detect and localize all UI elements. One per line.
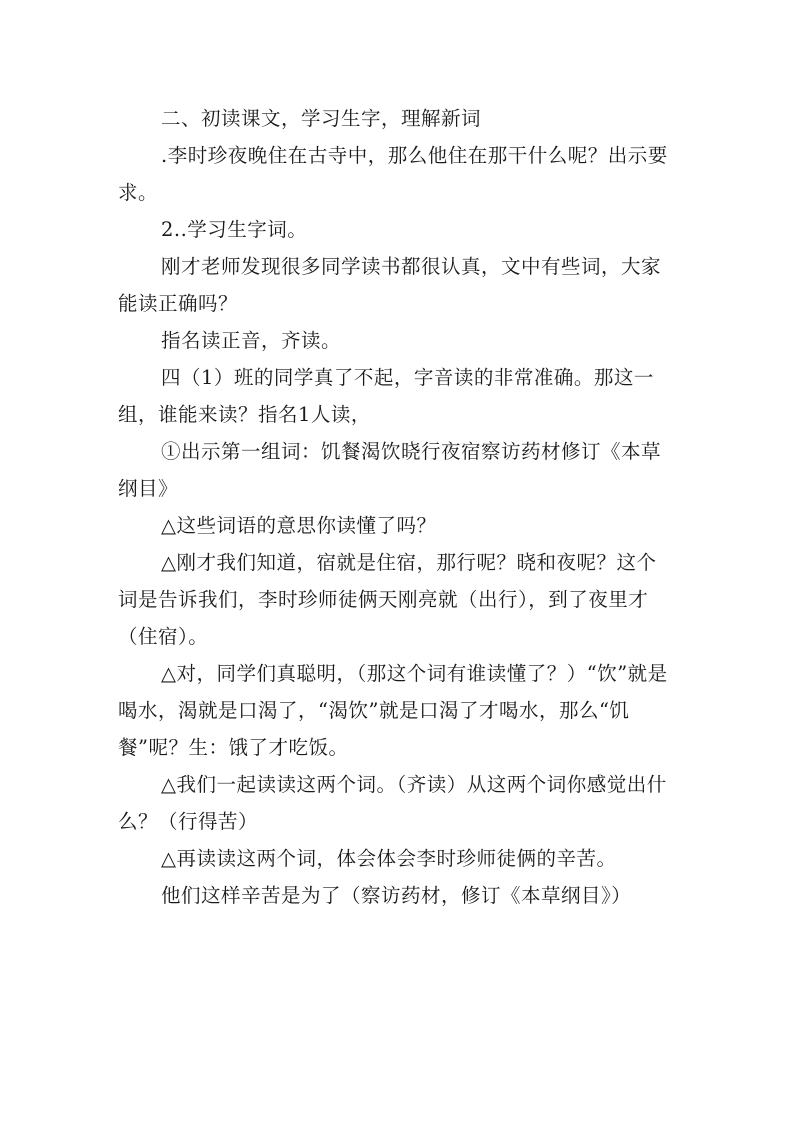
paragraph: △对，同学们真聪明，（那这个词有谁读懂了？）“饮”就是喝水，渴就是口渴了，“渴饮”就是口渴了才喝水，那么“饥餐”呢？生：饿了才吃饭。 [118,662,668,759]
paragraph: △这些词语的意思你读懂了吗？ [161,514,437,537]
paragraph: ①出示第一组词：饥餐渴饮晓行夜宿察访药材修订《本草纲目》 [118,440,662,500]
document-body [118,100,676,914]
section-heading: 二、初读课文，学习生字，理解新词 [161,107,482,130]
paragraph: △我们一起读读这两个词。（齐读）从这两个词你感觉出什么？（行得苦） [118,773,667,833]
paragraph: 刚才老师发现很多同学读书都很认真，文中有些词，大家能读正确吗？ [118,255,662,315]
paragraph: 四（1）班的同学真了不起，字音读的非常准确。那这一组，谁能来读？指名1人读， [118,366,654,426]
paragraph: 他们这样辛苦是为了（察访药材，修订《本草纲目》） [161,884,632,907]
paragraph: .李时珍夜晚住在古寺中，那么他住在那干什么呢？出示要求。 [118,144,668,204]
paragraph: 2..学习生字词。 [161,218,308,241]
paragraph: △刚才我们知道，宿就是住宿，那行呢？晓和夜呢？这个词是告诉我们，李时珍师徒俩天刚亮就（出行），到了夜里才（住宿）。 [118,551,657,648]
paragraph: △再读读这两个词，体会体会李时珍师徒俩的辛苦。 [161,847,617,870]
paragraph: 指名读正音，齐读。 [161,329,342,352]
